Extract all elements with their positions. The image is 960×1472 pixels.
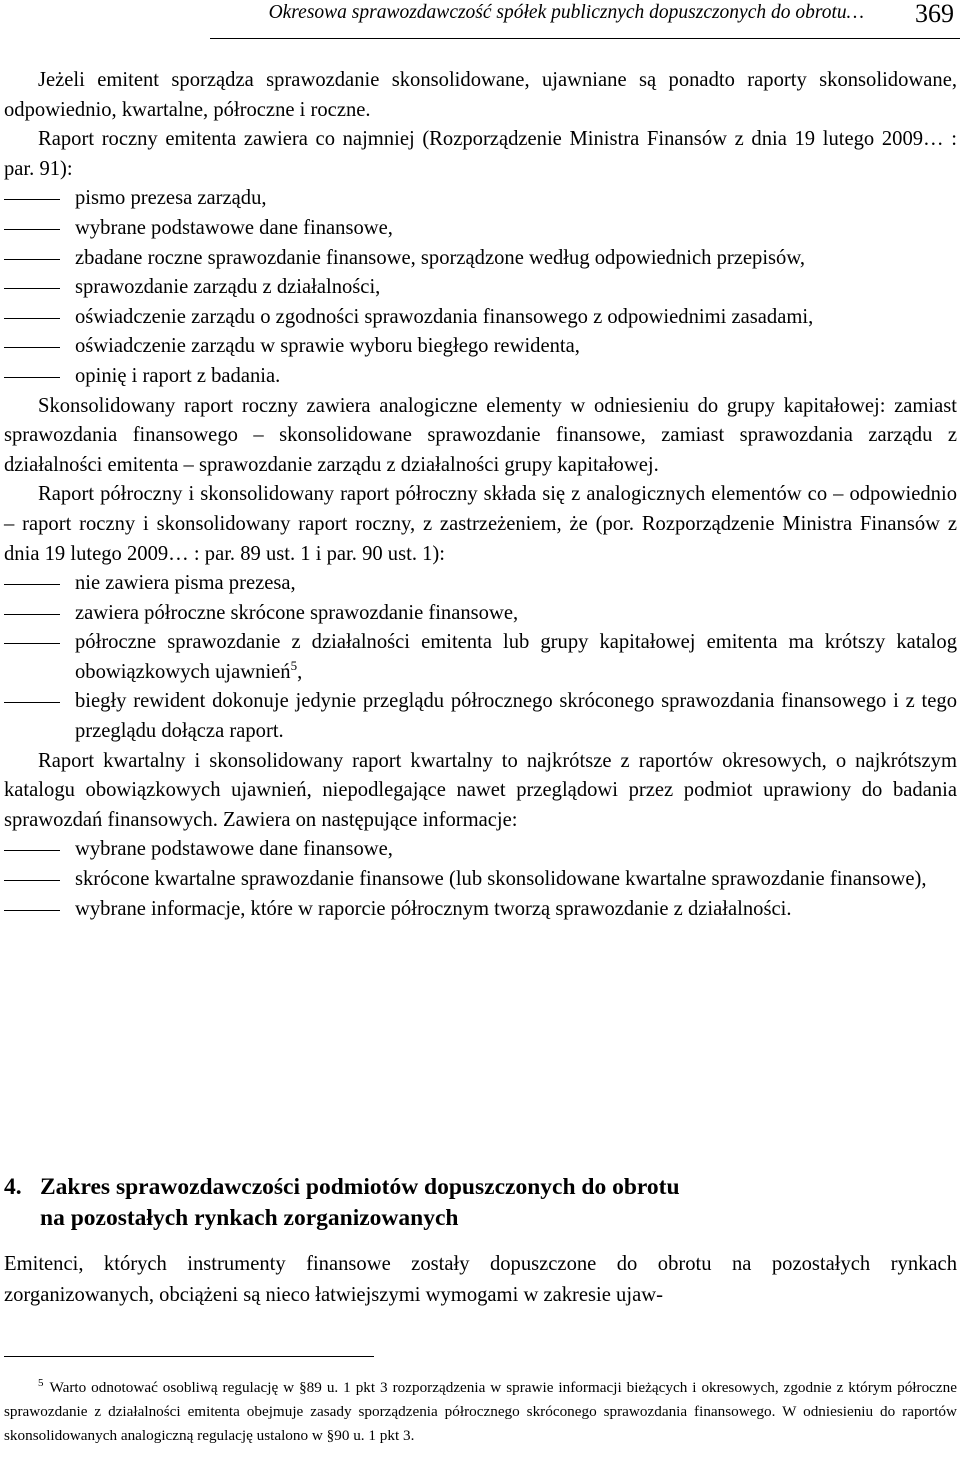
running-title: Okresowa sprawozdawczość spółek publicznych dopuszczonych do obrotu… [268, 2, 864, 23]
list-item: oświadczenie zarządu o zgodności sprawozdania finansowego z odpowiednimi zasadami, [4, 303, 957, 333]
semiannual-list [4, 569, 957, 747]
list-item: wybrane podstawowe dane finansowe, [4, 214, 957, 244]
list-item: opinię i raport z badania. [4, 362, 957, 392]
section-text [4, 1249, 957, 1311]
list-item: biegły rewident dokonuje jedynie przeglądu półrocznego skróconego sprawozdania finansowego i z tego przeglądu dołącza raport. [4, 687, 957, 746]
annual-report-list [4, 184, 957, 391]
list-item: zbadane roczne sprawozdanie finansowe, sporządzone według odpowiednich przepisów, [4, 244, 957, 274]
footnote-reference: 5 [290, 658, 298, 674]
list-item: oświadczenie zarządu w sprawie wyboru biegłego rewidenta, [4, 332, 957, 362]
main-text [4, 66, 957, 924]
section-title-part2: na pozostałych rynkach zorganizowanych [40, 1205, 459, 1231]
list-item-text: półroczne sprawozdanie z działalności emitenta lub grupy kapitałowej emitenta ma krótszy katalog obowiązkowych ujawnień [75, 631, 957, 683]
list-item-punctuation: , [297, 660, 303, 683]
section-number: 4. [4, 1174, 22, 1200]
quarterly-list [4, 835, 957, 924]
footnote [4, 1376, 957, 1448]
list-item: pismo prezesa zarządu, [4, 184, 957, 214]
list-item: skrócone kwartalne sprawozdanie finansowe (lub skonsolidowane kwartalne sprawozdanie finansowe), [4, 865, 957, 895]
list-item: nie zawiera pisma prezesa, [4, 569, 957, 599]
section-heading-line1 [4, 1172, 944, 1203]
footnote-divider [4, 1356, 374, 1357]
page-number: 369 [915, 0, 954, 28]
paragraph-annual-report: Raport roczny emitenta zawiera co najmniej (Rozporządzenie Ministra Finansów z dnia 19 lutego 2009… : par. 91): [4, 128, 957, 180]
list-item: wybrane informacje, które w raporcie półrocznym tworzą sprawozdanie z działalności. [4, 895, 957, 925]
list-item: zawiera półroczne skrócone sprawozdanie finansowe, [4, 599, 957, 629]
page-header [210, 0, 960, 39]
section-heading [4, 1172, 944, 1234]
list-item: wybrane podstawowe dane finansowe, [4, 835, 957, 865]
footnote-number: 5 [38, 1376, 44, 1389]
section-paragraph: Emitenci, których instrumenty finansowe zostały dopuszczone do obrotu na pozostałych rynkach zorganizowanych, obciążeni są nieco łatwiejszymi wymogami w zakresie ujaw- [4, 1253, 957, 1306]
paragraph-semiannual: Raport półroczny i skonsolidowany raport półroczny składa się z analogicznych elementów co – odpowiednio – raport roczny i skonsolidowany raport roczny, z zastrzeżeniem, że (por. Rozporządzenie Ministra Finansów z dnia 19 lutego 2009… : par. 89 ust. 1 i par. 90 ust. 1): [4, 483, 957, 565]
paragraph-quarterly: Raport kwartalny i skonsolidowany raport kwartalny to najkrótsze z raportów okresowych, o najkrótszym katalogu obowiązkowych ujawnień, niepodlegające nawet przeglądowi przez podmiot uprawiony do badania sprawozdań finansowych. Zawiera on następujące informacje: [4, 749, 957, 831]
paragraph-consolidated-annual: Skonsolidowany raport roczny zawiera analogiczne elementy w odniesieniu do grupy kapitałowej: zamiast sprawozdania finansowego – skonsolidowane sprawozdanie finansowe, zamiast sprawozdania zarządu z działalności emitenta – sprawozdanie zarządu z działalności grupy kapitałowej. [4, 394, 957, 476]
footnote-text: Warto odnotować osobliwą regulację w §89 u. 1 pkt 3 rozporządzenia w sprawie informacji bieżących i okresowych, zgodnie z którym półroczne sprawozdanie z działalności emitenta obejmuje zasady sporządzenia półrocznego skróconego sprawozdania finansowego. W odniesieniu do raportów skonsolidowanych analogiczną regulację ustalono w §90 u. 1 pkt 3. [4, 1379, 957, 1444]
list-item: sprawozdanie zarządu z działalności, [4, 273, 957, 303]
section-title-part1: Zakres sprawozdawczości podmiotów dopuszczonych do obrotu [40, 1174, 680, 1200]
paragraph-consolidated: Jeżeli emitent sporządza sprawozdanie skonsolidowane, ujawniane są ponadto raporty skonsolidowane, odpowiednio, kwartalne, półroczne i roczne. [4, 69, 957, 121]
list-item [4, 628, 957, 687]
